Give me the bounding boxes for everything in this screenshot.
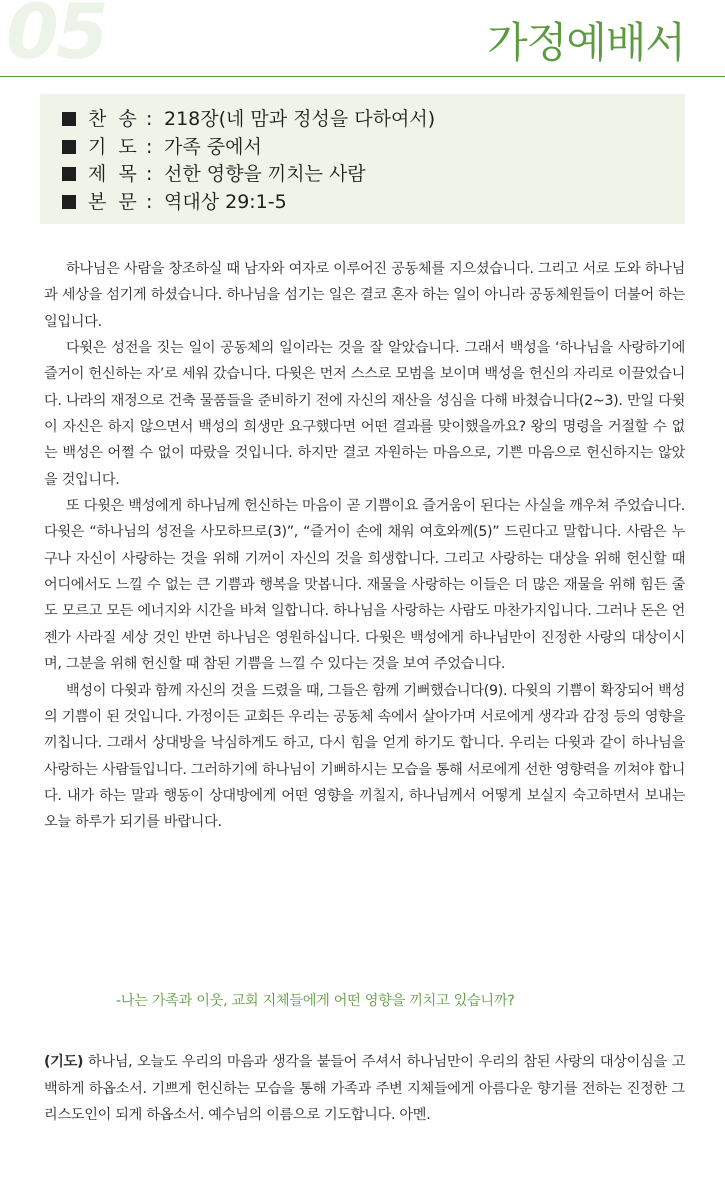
header-divider [0, 76, 725, 77]
worship-info-box [40, 94, 685, 224]
sermon-body [44, 256, 685, 836]
page-title: 가정예배서 [487, 18, 685, 67]
info-row-prayer [62, 134, 685, 162]
info-colon: : [146, 135, 153, 158]
info-colon: : [146, 190, 153, 213]
info-value: 선한 영향을 끼치는 사람 [164, 163, 366, 185]
info-value: 가족 중에서 [164, 135, 262, 158]
page-number: 05 [6, 0, 106, 76]
prayer-text: 하나님, 오늘도 우리의 마음과 생각을 붙들어 주셔서 하나님만이 우리의 참된 사랑의 대상이심을 고백하게 하옵소서. 기쁘게 헌신하는 모습을 통해 가족과 주변 지체들에게 아름다운 향기를 전하는 진정한 그리스도인이 되게 하옵소서. 예수님의 이름으로 기도합니다. 아멘. [44, 1054, 685, 1124]
square-bullet-icon [62, 140, 76, 154]
body-paragraph: 하나님은 사람을 창조하실 때 남자와 여자로 이루어진 공동체를 지으셨습니다. 그리고 서로 도와 하나님과 세상을 섬기게 하셨습니다. 하나님을 섬기는 일은 결코 혼자 하는 일이 아니라 공동체원들이 더불어 하는 일입니다. [44, 261, 685, 330]
reflection-question: -나는 가족과 이웃, 교회 지체들에게 어떤 영향을 끼치고 있습니까? [116, 993, 515, 1009]
info-colon: : [146, 163, 153, 185]
prayer-label: (기도) [44, 1054, 84, 1070]
info-value: 218장(네 맘과 정성을 다하여서) [164, 108, 436, 130]
info-label: 찬 송 [88, 108, 137, 130]
closing-prayer [44, 1049, 685, 1129]
square-bullet-icon [62, 112, 76, 126]
info-label: 본 문 [88, 190, 137, 213]
body-paragraph: 백성이 다윗과 함께 자신의 것을 드렸을 때, 그들은 함께 기뻐했습니다(9). 다윗의 기쁨이 확장되어 백성의 기쁨이 된 것입니다. 가정이든 교회든 우리는 공동체 속에서 살아가며 서로에게 생각과 감정 등의 영향을 끼칩니다. 그래서 상대방을 낙심하게도 하고, 다시 힘을 얻게 하기도 합니다. 우리는 다윗과 같이 하나님을 사랑하는 사람들입니다. 그러하기에 하나님이 기뻐하시는 모습을 통해 서로에게 선한 영향력을 끼쳐야 합니다. 내가 하는 말과 행동이 상대방에게 어떤 영향을 끼칠지, 하나님께서 어떻게 보실지 숙고하면서 보내는 오늘 하루가 되기를 바랍니다. [44, 682, 685, 831]
info-row-hymn [62, 106, 685, 134]
info-label: 기 도 [88, 135, 137, 158]
info-colon: : [146, 108, 153, 130]
info-row-subject [62, 161, 685, 189]
square-bullet-icon [62, 167, 76, 181]
info-label: 제 목 [88, 163, 137, 185]
body-paragraph: 다윗은 성전을 짓는 일이 공동체의 일이라는 것을 잘 알았습니다. 그래서 백성을 ‘하나님을 사랑하기에 즐거이 헌신하는 자’로 세워 갔습니다. 다윗은 먼저 스스로 모범을 보이며 백성을 헌신의 자리로 이끌었습니다. 나라의 재정으로 건축 물품들을 준비하기 전에 자신의 재산을 성심을 다해 바쳤습니다(2~3). 만일 다윗이 자신은 하지 않으면서 백성의 희생만 요구했다면 어떤 결과를 맞이했을까요? 왕의 명령을 거절할 수 없는 백성은 어쩔 수 없이 따랐을 것입니다. 하지만 결코 자원하는 마음으로, 기쁜 마음으로 헌신하지는 않았을 것입니다. [44, 340, 685, 488]
body-paragraph: 또 다윗은 백성에게 하나님께 헌신하는 마음이 곧 기쁨이요 즐거움이 된다는 사실을 깨우쳐 주었습니다. 다윗은 “하나님의 성전을 사모하므로(3)”, “즐거이 손에 채워 여호와께(5)” 드린다고 말합니다. 사람은 누구나 자신이 사랑하는 것을 위해 기꺼이 자신의 것을 희생합니다. 그리고 사랑하는 대상을 위해 헌신할 때 어디에서도 느낄 수 없는 큰 기쁨과 행복을 맛봅니다. 재물을 사랑하는 이들은 더 많은 재물을 위해 힘든 줄도 모르고 모든 에너지와 시간을 바쳐 일합니다. 하나님을 사랑하는 사람도 마찬가지입니다. 그러나 돈은 언젠가 사라질 세상 것인 반면 하나님은 영원하십니다. 다윗은 백성에게 하나님만이 진정한 사랑의 대상이시며, 그분을 위해 헌신할 때 참된 기쁨을 느낄 수 있다는 것을 보여 주었습니다. [44, 498, 685, 673]
info-value: 역대상 29:1-5 [164, 190, 287, 213]
info-row-scripture [62, 189, 685, 217]
square-bullet-icon [62, 195, 76, 209]
